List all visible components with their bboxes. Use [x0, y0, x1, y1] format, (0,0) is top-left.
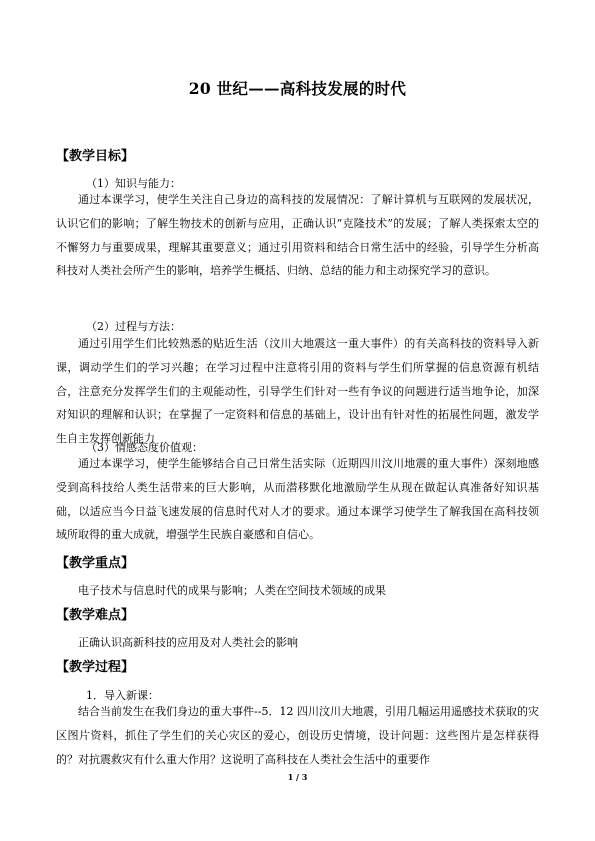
keypoints-heading: 【教学重点】 — [56, 556, 135, 571]
process-intro-subheading: 1．导入新课： — [86, 689, 159, 702]
objectives-knowledge-paragraph: 通过本课学习，使学生关注自己身边的高科技的发展情况：了解计算机与互联网的发展状况，认识它们的影响；了解生物技术的创新与应用，正确认识“克隆技术”的发展；了解人类探索太空的不懈努力与重要成果，理解其重要意义；通过引用资料和结合日常生活中的经验，引导学生分析高科技对人类社会所产生的影响，培养学生概括、归纳、总结的能力和主动探究学习的意识。 — [56, 193, 539, 278]
objectives-method-paragraph: 通过引用学生们比较熟悉的贴近生活（汶川大地震这一重大事件）的有关高科技的资料导入新课，调动学生们的学习兴趣；在学习过程中注意将引用的资料与学生们所掌握的信息资源有机结合，注意充分发挥学生们的主观能动性，引导学生们针对一些有争议的问题进行适当地争论，加深对知识的理解和认识；在掌握了一定资料和信息的基础上，设计出有针对性的拓展性问题，激发学生自主发挥创新能力 — [56, 337, 539, 446]
objectives-heading: 【教学目标】 — [56, 149, 135, 164]
objectives-values-paragraph: 通过本课学习，使学生能够结合自己日常生活实际（近期四川汶川地震的重大事件）深刻地感受到高科技给人类生活带来的巨大影响，从而潜移默化地激励学生从现在做起认真准备好知识基础，以适应当今日益飞速发展的信息时代对人才的要求。通过本课学习使学生了解我国在高科技领域所取得的重大成就，增强学生民族自豪感和自信心。 — [56, 457, 539, 542]
objectives-method-subheading: （2）过程与方法： — [86, 320, 181, 333]
keypoints-text: 电子技术与信息时代的成果与影响；人类在空间技术领域的成果 — [78, 584, 386, 597]
page-title: 20 世纪——高科技发展的时代 — [188, 79, 407, 98]
process-intro-paragraph: 结合当前发生在我们身边的重大事件--5．12 四川汶川大地震，引用几幅运用遥感技术获取的灾区图片资料，抓住了学生们的关心灾区的爱心，创设历史情境，设计问题：这些图片是怎样获得的？对抗震救灾有什么重大作用？这说明了高科技在人类社会生活中的重要作 — [56, 705, 539, 766]
process-heading: 【教学过程】 — [56, 660, 135, 675]
page-number: 1 / 3 — [287, 772, 308, 782]
difficulties-text: 正确认识高新科技的应用及对人类社会的影响 — [78, 636, 298, 649]
objectives-knowledge-subheading: （1）知识与能力： — [86, 177, 181, 190]
objectives-values-subheading: （3）情感态度价值观： — [86, 441, 203, 454]
difficulties-heading: 【教学难点】 — [56, 608, 135, 623]
